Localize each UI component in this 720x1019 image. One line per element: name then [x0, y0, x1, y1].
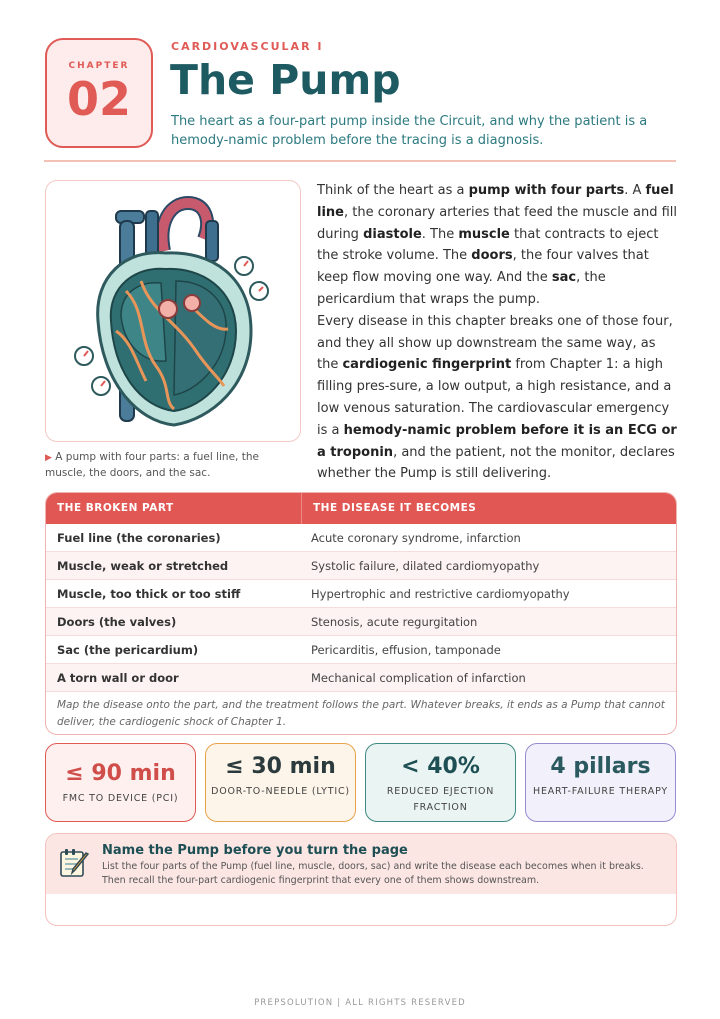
- stat-card-lytic: [205, 743, 356, 822]
- figure-caption-text: A pump with four parts: a fuel line, the muscle, the doors, and the sac.: [45, 451, 259, 479]
- table-cell-part: Muscle, weak or stretched: [57, 559, 229, 573]
- broken-part-table: [45, 492, 677, 735]
- stat-card-pci: [45, 743, 196, 822]
- text-run: . A: [624, 183, 646, 198]
- stat-value: ≤ 30 min: [225, 754, 336, 779]
- exercise-title: Name the Pump before you turn the page: [102, 843, 408, 858]
- table-cell-disease: Hypertrophic and restrictive cardiomyopathy: [311, 587, 570, 601]
- table-header: [46, 493, 676, 524]
- heart-pump-illustration: [46, 181, 301, 442]
- table-cell-disease: Mechanical complication of infarction: [311, 671, 526, 685]
- stat-value: ≤ 90 min: [65, 761, 176, 786]
- text-run: Think of the heart as a: [317, 183, 469, 198]
- page-subtitle: The heart as a four-part pump inside the Circuit, and why the patient is a hemody-namic problem before the tracing is a diagnosis.: [171, 114, 648, 148]
- bold-term: hemody-namic problem before it is an ECG or a troponin: [317, 422, 677, 460]
- text-run: Every disease in this chapter breaks one of those four, and they all show up downstream the same way, as the: [317, 313, 673, 373]
- exercise-box: [45, 833, 677, 926]
- table-cell-disease: Pericarditis, effusion, tamponade: [311, 643, 501, 657]
- table-row: [46, 664, 676, 692]
- stat-label: REDUCED EJECTION FRACTION: [386, 786, 495, 813]
- body-paragraph-2: [317, 311, 679, 485]
- table-note: Map the disease onto the part, and the treatment follows the part. Whatever breaks, it ends as a Pump that cannot deliver, the cardiogenic shock of Chapter 1.: [57, 699, 665, 728]
- table-cell-part: Doors (the valves): [57, 615, 177, 629]
- table-cell-disease: Systolic failure, dilated cardiomyopathy: [311, 559, 540, 573]
- bold-term: sac: [551, 270, 577, 286]
- chapter-label: CHAPTER: [68, 61, 130, 71]
- table-cell-part: Sac (the pericardium): [57, 643, 199, 657]
- table-row: [46, 552, 676, 580]
- section-kicker: CARDIOVASCULAR I: [171, 40, 324, 53]
- figure-caption: [45, 450, 303, 481]
- bold-term: cardiogenic fingerprint: [342, 357, 512, 373]
- stat-label: DOOR-TO-NEEDLE (LYTIC): [211, 786, 350, 797]
- table-header-cell: THE BROKEN PART: [46, 493, 302, 524]
- heart-figure: [45, 180, 301, 442]
- stat-value: < 40%: [401, 754, 480, 779]
- stat-label: FMC TO DEVICE (PCI): [62, 793, 179, 804]
- text-run: , the coronary arteries that feed the muscle and fill during: [317, 204, 677, 242]
- page-title: The Pump: [170, 56, 401, 104]
- exercise-header: [46, 834, 676, 894]
- bold-term: pump with four parts: [468, 183, 625, 198]
- chapter-badge: [45, 38, 153, 148]
- pencil-notepad-icon: [59, 848, 91, 878]
- body-text: [317, 180, 679, 485]
- table-cell-part: A torn wall or door: [57, 671, 179, 685]
- table-cell-disease: Acute coronary syndrome, infarction: [311, 531, 521, 545]
- text-run: that contracts to eject the stroke volume. The: [317, 226, 659, 264]
- table-cell-part: Fuel line (the coronaries): [57, 531, 221, 545]
- exercise-text: List the four parts of the Pump (fuel line, muscle, doors, sac) and write the disease each becomes when it breaks. Then recall the four-part cardiogenic fingerprint that every one of them shows downstream.: [102, 861, 644, 886]
- header-divider: [44, 160, 676, 162]
- table-row: [46, 524, 676, 552]
- stat-value: 4 pillars: [550, 754, 651, 779]
- table-header-cell: THE DISEASE IT BECOMES: [313, 502, 477, 514]
- page-footer: PREPSOLUTION | ALL RIGHTS RESERVED: [254, 998, 466, 1008]
- stat-label: HEART-FAILURE THERAPY: [533, 786, 668, 797]
- stat-card-ejection-fraction: [365, 743, 516, 822]
- caption-marker-icon: ▶: [45, 453, 52, 463]
- text-run: , and the patient, not the monitor, declares whether the Pump is still delivering.: [317, 444, 675, 482]
- chapter-number: 02: [66, 72, 131, 126]
- text-run: , the pericardium that wraps the pump.: [317, 270, 606, 307]
- stat-card-hf-therapy: [525, 743, 676, 822]
- text-run: . The: [421, 226, 459, 242]
- table-row: [46, 608, 676, 636]
- table-cell-part: Muscle, too thick or too stiff: [57, 587, 241, 601]
- bold-term: muscle: [458, 226, 510, 242]
- text-run: from Chapter 1: a high filling pres-sure, a low output, a high resistance, and a low venous saturation. The cardiovascular emergency is a: [317, 357, 672, 438]
- bold-term: fuel line: [317, 183, 674, 220]
- table-cell-disease: Stenosis, acute regurgitation: [311, 615, 478, 629]
- text-run: , the four valves that keep flow moving one way. And the: [317, 248, 649, 286]
- bold-term: diastole: [363, 226, 422, 242]
- bold-term: doors: [471, 248, 513, 264]
- body-paragraph-1: [317, 180, 679, 311]
- table-row: [46, 580, 676, 608]
- table-row: [46, 636, 676, 664]
